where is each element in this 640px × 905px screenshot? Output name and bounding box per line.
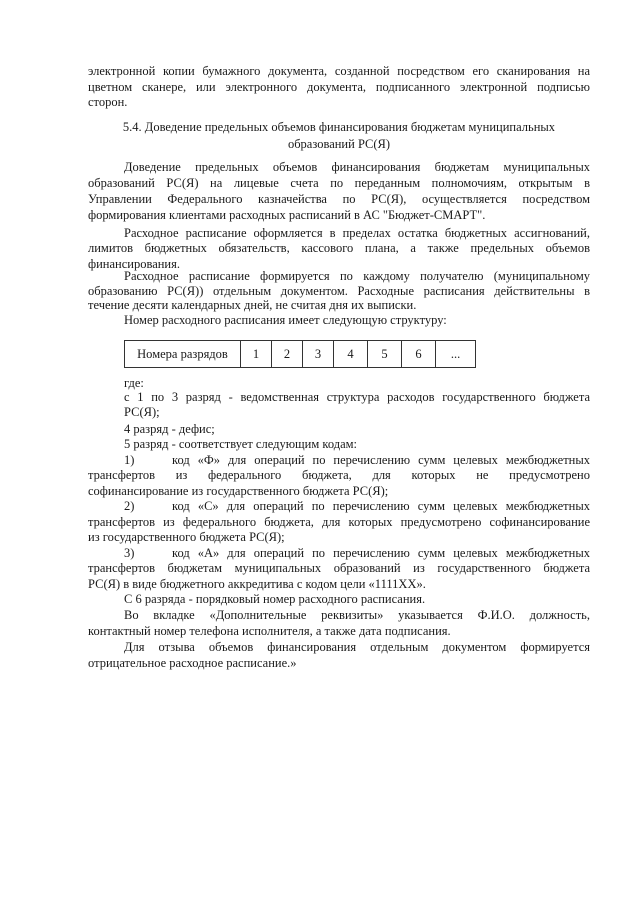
intro-line: сторон. [88, 95, 128, 109]
paragraph-line: Доведение предельных объемов финансирования бюджетам муниципальных [124, 160, 590, 174]
table-cell: 2 [272, 341, 303, 368]
code-line: трансфертов из федерального бюджета, для которых предусмотрено софинансирование [88, 515, 590, 529]
code-line: трансфертов из федерального бюджета, для которых не предусмотрено [88, 468, 590, 482]
table-cell: 3 [303, 341, 334, 368]
list-item: 4 разряд - дефис; [124, 422, 215, 436]
table-cell: ... [436, 341, 476, 368]
paragraph-line: отрицательное расходное расписание.» [88, 656, 297, 670]
paragraph-line: формирования клиентами расходных расписаний в АС "Бюджет-СМАРТ". [88, 208, 486, 222]
list-item: РС(Я); [124, 405, 160, 419]
code-line: код «С» для операций по перечислению сумм целевых межбюджетных [172, 499, 590, 513]
paragraph-line: Во вкладке «Дополнительные реквизиты» указывается Ф.И.О. должность, [124, 608, 590, 622]
code-line: код «Ф» для операций по перечислению сумм целевых межбюджетных [172, 453, 590, 467]
paragraph-line: Управлении Федерального казначейства по РС(Я), осуществляется посредством [88, 192, 590, 206]
code-line: код «А» для операций по перечислению сумм целевых межбюджетных [172, 546, 590, 560]
code-number: 1) [124, 453, 135, 467]
table-cell: 5 [368, 341, 402, 368]
intro-line: цветном сканере, или электронного документа, подписанного электронной подписью [88, 80, 590, 94]
list-item: 5 разряд - соответствует следующим кодам: [124, 437, 358, 451]
paragraph-line: контактный номер телефона исполнителя, а также дата подписания. [88, 624, 451, 638]
code-number: 2) [124, 499, 135, 513]
code-number: 3) [124, 546, 135, 560]
paragraph-line: С 6 разряда - порядковый номер расходного расписания. [124, 592, 426, 606]
paragraph-line: Расходное расписание оформляется в пределах остатка бюджетных ассигнований, [124, 226, 590, 240]
code-line: трансфертов бюджетам муниципальных образований из государственного бюджета [88, 561, 590, 575]
table-cell: 1 [241, 341, 272, 368]
paragraph-line: финансирования. [88, 257, 180, 271]
code-line: РС(Я) в виде бюджетного аккредитива с кодом цели «1111ХХ». [88, 577, 426, 591]
section-heading: 5.4. Доведение предельных объемов финансирования бюджетам муниципальных [122, 120, 556, 134]
list-item: с 1 по 3 разряд - ведомственная структура расходов государственного бюджета [124, 390, 590, 404]
paragraph-line: Расходное расписание формируется по каждому получателю (муниципальному [124, 269, 590, 283]
table-cell: 4 [334, 341, 368, 368]
code-line: софинансирование из государственного бюджета РС(Я); [88, 484, 389, 498]
paragraph-line: течение десяти календарных дней, не считая дня их выписки. [88, 298, 417, 312]
paragraph-line: образований РС(Я) на лицевые счета по переданным полномочиям, открытым в [88, 176, 590, 190]
paragraph-line: Для отзыва объемов финансирования отдельным документом формируется [124, 640, 590, 654]
intro-line: электронной копии бумажного документа, созданной посредством его сканирования на [88, 64, 590, 78]
table-cell: 6 [402, 341, 436, 368]
table-row [125, 341, 476, 368]
paragraph-line: образованию РС(Я)) отдельным документом. Расходные расписания действительны в [88, 284, 590, 298]
table-cell-header: Номера разрядов [125, 341, 241, 368]
list-item: где: [124, 376, 144, 390]
paragraph-line: Номер расходного расписания имеет следующую структуру: [124, 313, 447, 327]
digit-structure-table [124, 340, 476, 368]
paragraph-line: лимитов бюджетных обязательств, кассового плана, а также предельных объемов [88, 241, 590, 255]
code-line: из государственного бюджета РС(Я); [88, 530, 285, 544]
section-heading: образований РС(Я) [287, 137, 391, 151]
